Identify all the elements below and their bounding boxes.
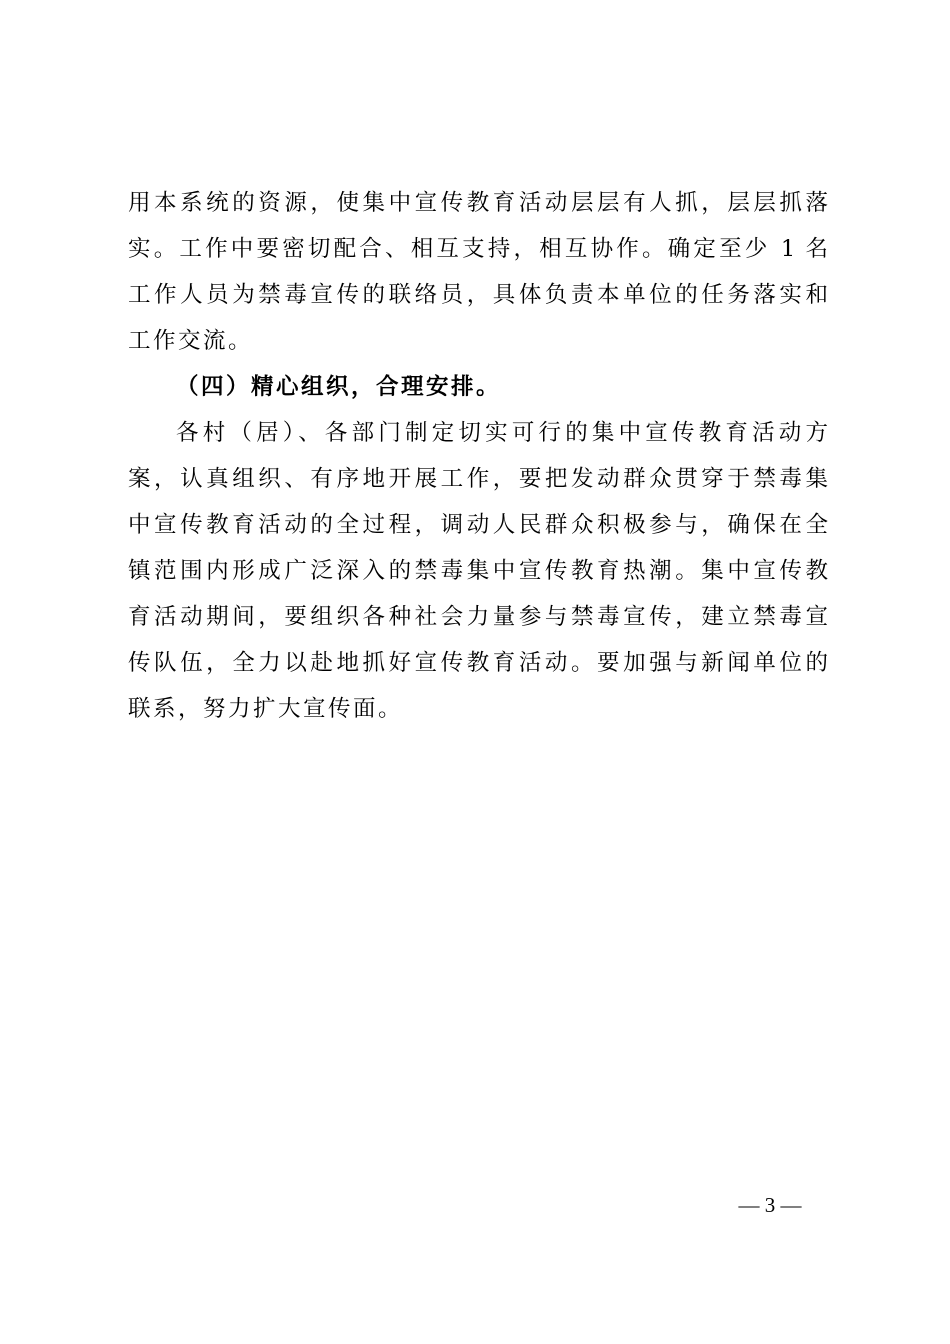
text-line: 中宣传教育活动的全过程，调动人民群众积极参与，确保在全 bbox=[128, 512, 828, 538]
text-line: 实。工作中要密切配合、相互支持，相互协作。确定至少 1 名 bbox=[128, 236, 828, 262]
page-number: — 3 — bbox=[738, 1193, 802, 1217]
text-line: 各村（居）、各部门制定切实可行的集中宣传教育活动方 bbox=[176, 420, 828, 446]
text-line: 镇范围内形成广泛深入的禁毒集中宣传教育热潮。集中宣传教 bbox=[128, 558, 828, 584]
document-body bbox=[128, 180, 828, 732]
section-heading: （四）精心组织，合理安排。 bbox=[176, 374, 502, 400]
text-line: 育活动期间，要组织各种社会力量参与禁毒宣传，建立禁毒宣 bbox=[128, 604, 828, 630]
text-line: 案，认真组织、有序地开展工作，要把发动群众贯穿于禁毒集 bbox=[128, 466, 828, 492]
text-line: 工作人员为禁毒宣传的联络员，具体负责本单位的任务落实和 bbox=[128, 282, 828, 308]
text-line: 工作交流。 bbox=[128, 328, 254, 354]
paragraph-continuation bbox=[128, 180, 828, 364]
text-line: 联系，努力扩大宣传面。 bbox=[128, 696, 404, 722]
text-line: 用本系统的资源，使集中宣传教育活动层层有人抓，层层抓落 bbox=[128, 190, 828, 216]
paragraph-organization bbox=[128, 410, 828, 732]
text-line: 传队伍，全力以赴地抓好宣传教育活动。要加强与新闻单位的 bbox=[128, 650, 828, 676]
